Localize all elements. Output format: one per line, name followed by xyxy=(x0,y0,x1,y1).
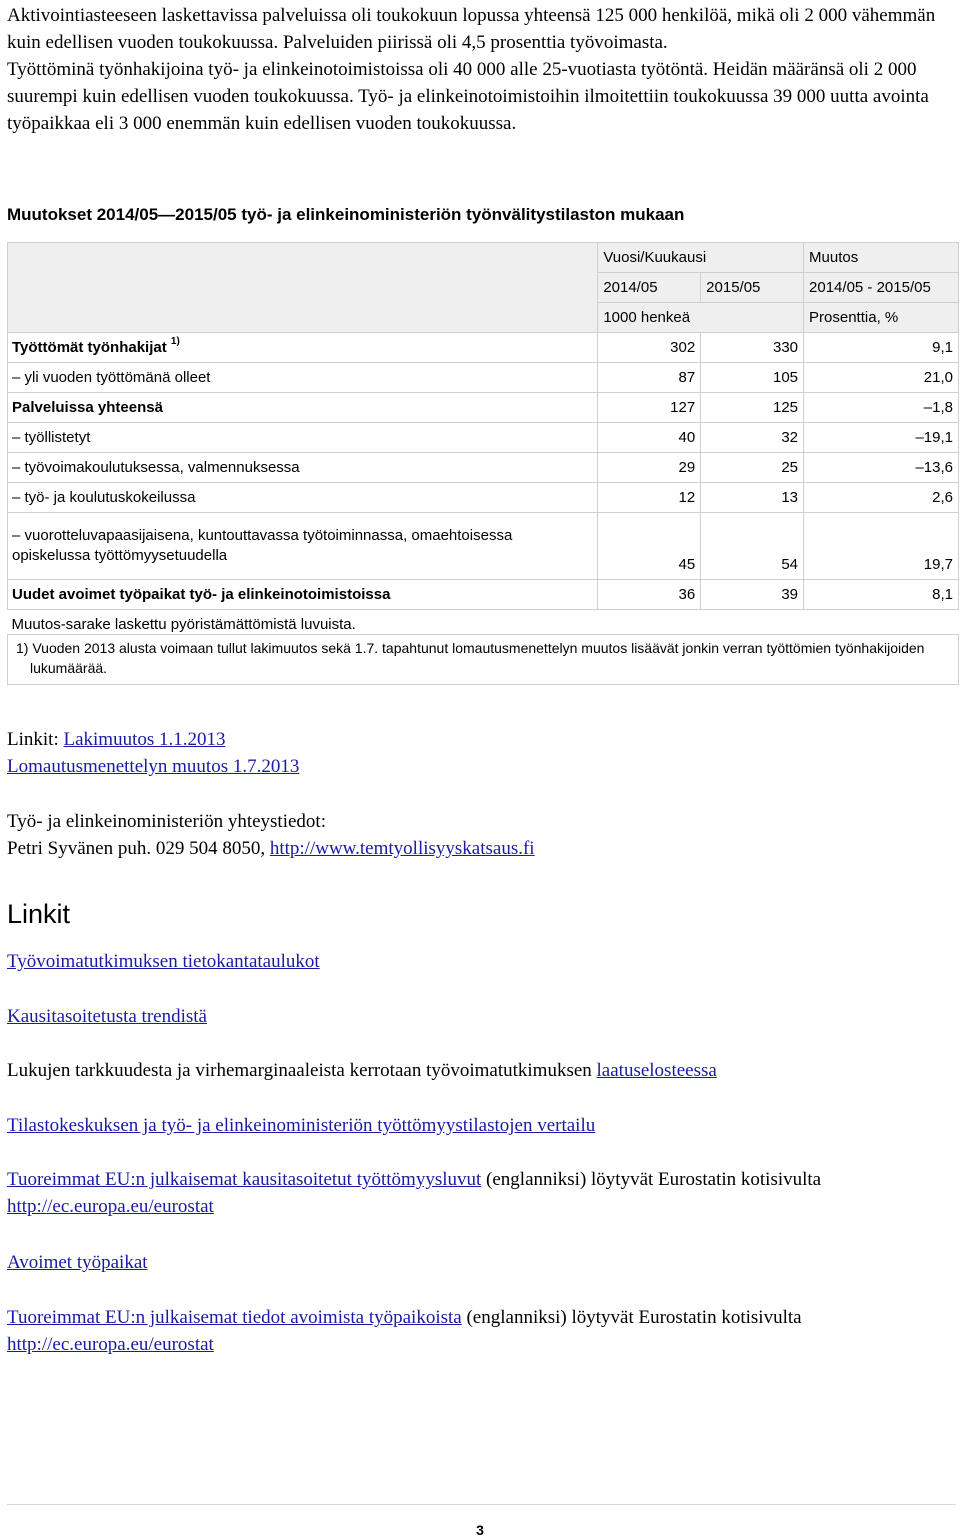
link-tilastojen-vertailu[interactable]: Tilastokeskuksen ja työ- ja elinkeinoministeriön työttömyystilastojen vertailu xyxy=(7,1115,596,1136)
link-kausitasoitettu-trendi[interactable]: Kausitasoitetusta trendistä xyxy=(7,1006,207,1027)
cell-change: 9,1 xyxy=(804,333,959,363)
cell-value: 54 xyxy=(701,513,804,580)
link-lakimuutos[interactable]: Lakimuutos 1.1.2013 xyxy=(63,729,226,750)
header-unit-persons: 1000 henkeä xyxy=(598,303,804,333)
cell-value: 302 xyxy=(598,333,701,363)
intro-paragraph-1: Aktivointiasteeseen laskettavissa palveluissa oli toukokuun lopussa yhteensä 125 000 henkilöä, mikä oli 2 000 vähemmän kuin edellisen vuoden toukokuussa. Palveluiden piirissä oli 4,5 prosenttia työvoimasta. xyxy=(7,5,936,53)
row-label: – työ- ja koulutuskokeilussa xyxy=(8,483,598,513)
cell-change: 21,0 xyxy=(804,363,959,393)
links-item xyxy=(7,1112,956,1139)
links-prefix: Linkit: xyxy=(7,729,64,750)
links-item xyxy=(7,1003,956,1030)
row-label: – työllistetyt xyxy=(8,423,598,453)
links-item xyxy=(7,1249,956,1276)
contact-heading: Työ- ja elinkeinoministeriön yhteystiedot: xyxy=(7,811,326,832)
row-label: – yli vuoden työttömänä olleet xyxy=(8,363,598,393)
cell-value: 13 xyxy=(701,483,804,513)
link-eu-avoimet-tyopaikat[interactable]: Tuoreimmat EU:n julkaisemat tiedot avoimista työpaikoista xyxy=(7,1307,462,1328)
header-col-change-period: 2014/05 - 2015/05 xyxy=(804,273,959,303)
cell-value: 45 xyxy=(598,513,701,580)
links-item-text: (englanniksi) löytyvät Eurostatin kotisivulta xyxy=(481,1169,822,1190)
cell-change: 8,1 xyxy=(804,580,959,610)
cell-value: 40 xyxy=(598,423,701,453)
cell-value: 12 xyxy=(598,483,701,513)
link-tietokantataulukot[interactable]: Työvoimatutkimuksen tietokantataulukot xyxy=(7,951,320,972)
link-temtyollisyyskatsaus[interactable]: http://www.temtyollisyyskatsaus.fi xyxy=(269,838,535,859)
contact-text: Petri Syvänen puh. 029 504 8050, xyxy=(7,838,270,859)
link-avoimet-tyopaikat[interactable]: Avoimet työpaikat xyxy=(7,1252,148,1273)
cell-value: 36 xyxy=(598,580,701,610)
cell-change: –1,8 xyxy=(804,393,959,423)
link-eurostat[interactable]: http://ec.europa.eu/eurostat xyxy=(7,1196,214,1217)
page-divider xyxy=(7,1504,956,1505)
cell-change: 2,6 xyxy=(804,483,959,513)
table-row xyxy=(8,423,959,453)
row-label xyxy=(8,333,598,363)
statistics-table xyxy=(7,242,959,639)
link-laatuseloste[interactable]: laatuselosteessa xyxy=(596,1060,717,1081)
table-row xyxy=(8,483,959,513)
table-note: Muutos-sarake laskettu pyöristämättömistä luvuista. xyxy=(8,610,959,640)
table-row xyxy=(8,580,959,610)
link-lomautusmenettely[interactable]: Lomautusmenettelyn muutos 1.7.2013 xyxy=(7,756,300,777)
intro-paragraph-2: Työttöminä työnhakijoina työ- ja elinkeinotoimistoissa oli 40 000 alle 25-vuotiasta työtöntä. Heidän määränsä oli 2 000 suurempi kuin edellisen vuoden toukokuussa. Työ- ja elinkeinotoimistoihin ilmoitettiin toukokuussa 39 000 uutta avointa työpaikkaa eli 3 000 enemmän kuin edellisen vuoden toukokuussa. xyxy=(7,59,929,134)
link-eu-tyottomyysluvut[interactable]: Tuoreimmat EU:n julkaisemat kausitasoitetut työttömyysluvut xyxy=(7,1169,482,1190)
row-label: – vuorotteluvapaasijaisena, kuntouttavassa työtoiminnassa, omaehtoisessa opiskelussa työttömyysetuudella xyxy=(8,513,598,580)
row-label-text: Työttömät työnhakijat xyxy=(12,339,167,356)
links-block xyxy=(7,726,956,780)
header-unit-percent: Prosenttia, % xyxy=(804,303,959,333)
table-row xyxy=(8,363,959,393)
header-change: Muutos xyxy=(804,243,959,273)
contact-block xyxy=(7,808,956,862)
header-row-1 xyxy=(8,243,959,273)
row-label: Palveluissa yhteensä xyxy=(8,393,598,423)
cell-value: 330 xyxy=(701,333,804,363)
header-blank-cell xyxy=(8,243,598,333)
cell-value: 127 xyxy=(598,393,701,423)
cell-value: 87 xyxy=(598,363,701,393)
links-line-1 xyxy=(7,726,956,753)
table-row xyxy=(8,513,959,580)
footnote-text: 1) Vuoden 2013 alusta voimaan tullut lakimuutos sekä 1.7. tapahtunut lomautusmenettelyn muutos lisäävät jonkin verran työttömien työnhakijoiden lukumäärää. xyxy=(16,640,925,676)
contact-line xyxy=(7,835,956,862)
links-item xyxy=(7,1304,956,1358)
cell-value: 39 xyxy=(701,580,804,610)
cell-value: 32 xyxy=(701,423,804,453)
links-item-text: Lukujen tarkkuudesta ja virhemarginaaleista kerrotaan työvoimatutkimuksen xyxy=(7,1060,597,1081)
footnote-marker: 1) xyxy=(170,336,180,347)
cell-change: –13,6 xyxy=(804,453,959,483)
links-item xyxy=(7,948,956,975)
row-label: – työvoimakoulutuksessa, valmennuksessa xyxy=(8,453,598,483)
row-label: Uudet avoimet työpaikat työ- ja elinkeinotoimistoissa xyxy=(8,580,598,610)
table-row xyxy=(8,393,959,423)
cell-value: 25 xyxy=(701,453,804,483)
link-eurostat[interactable]: http://ec.europa.eu/eurostat xyxy=(7,1334,214,1355)
header-year-month: Vuosi/Kuukausi xyxy=(598,243,804,273)
links-item-text: (englanniksi) löytyvät Eurostatin kotisivulta xyxy=(461,1307,802,1328)
header-col-2014-05: 2014/05 xyxy=(598,273,701,303)
links-item xyxy=(7,1057,956,1084)
links-line-2 xyxy=(7,753,956,780)
table-row xyxy=(8,453,959,483)
cell-change: 19,7 xyxy=(804,513,959,580)
cell-change: –19,1 xyxy=(804,423,959,453)
header-col-2015-05: 2015/05 xyxy=(701,273,804,303)
table-row xyxy=(8,333,959,363)
links-item xyxy=(7,1166,956,1220)
page-number: 3 xyxy=(476,1522,484,1538)
cell-value: 105 xyxy=(701,363,804,393)
links-heading: Linkit xyxy=(7,899,71,929)
table-footnote xyxy=(7,634,959,685)
cell-value: 29 xyxy=(598,453,701,483)
cell-value: 125 xyxy=(701,393,804,423)
table-title: Muutokset 2014/05—2015/05 työ- ja elinkeinoministeriön työnvälitystilaston mukaan xyxy=(7,205,685,224)
